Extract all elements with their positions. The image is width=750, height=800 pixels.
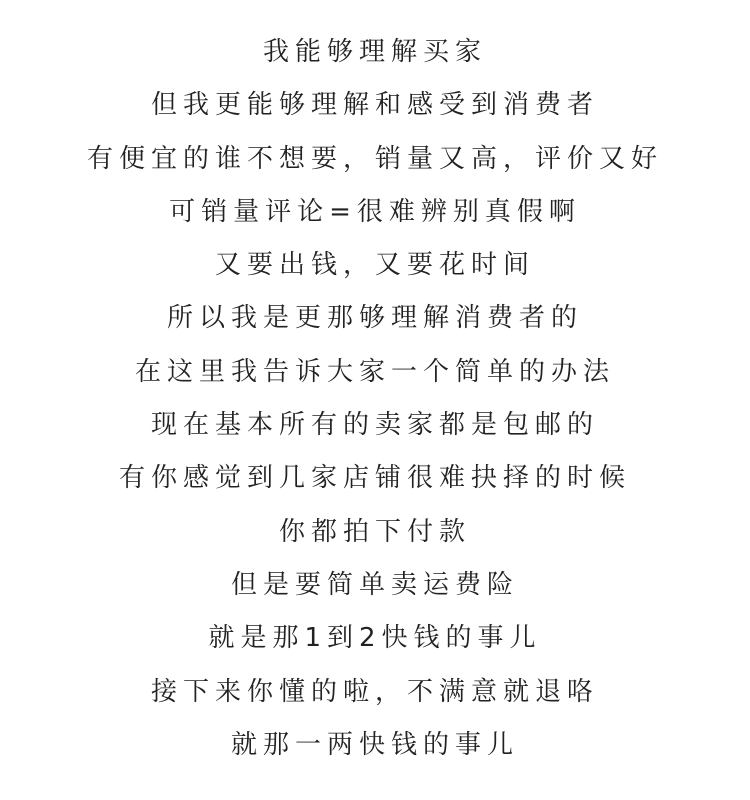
text-block — [0, 26, 750, 772]
text-line-10: 你都拍下付款 — [278, 516, 471, 547]
text-line-5: 又要出钱，又要花时间 — [214, 250, 535, 281]
text-line-13: 接下来你懂的啦，不满意就退咯 — [150, 676, 599, 707]
text-line-6: 所以我是更那够理解消费者的 — [166, 303, 583, 334]
text-line-2: 但我更能够理解和感受到消费者 — [150, 90, 599, 121]
text-line-7: 在这里我告诉大家一个简单的办法 — [134, 356, 615, 387]
text-line-14: 就那一两快钱的事儿 — [230, 729, 519, 760]
text-line-12: 就是那1到2快钱的事儿 — [208, 623, 542, 654]
text-line-1: 我能够理解买家 — [262, 37, 487, 67]
text-line-3: 有便宜的谁不想要，销量又高，评价又好 — [86, 143, 663, 174]
text-line-9: 有你感觉到几家店铺很难抉择的时候 — [118, 463, 631, 494]
text-line-11: 但是要简单卖运费险 — [230, 569, 519, 600]
text-line-8: 现在基本所有的卖家都是包邮的 — [150, 410, 599, 441]
text-line-4: 可销量评论=很难辨别真假啊 — [169, 196, 581, 227]
